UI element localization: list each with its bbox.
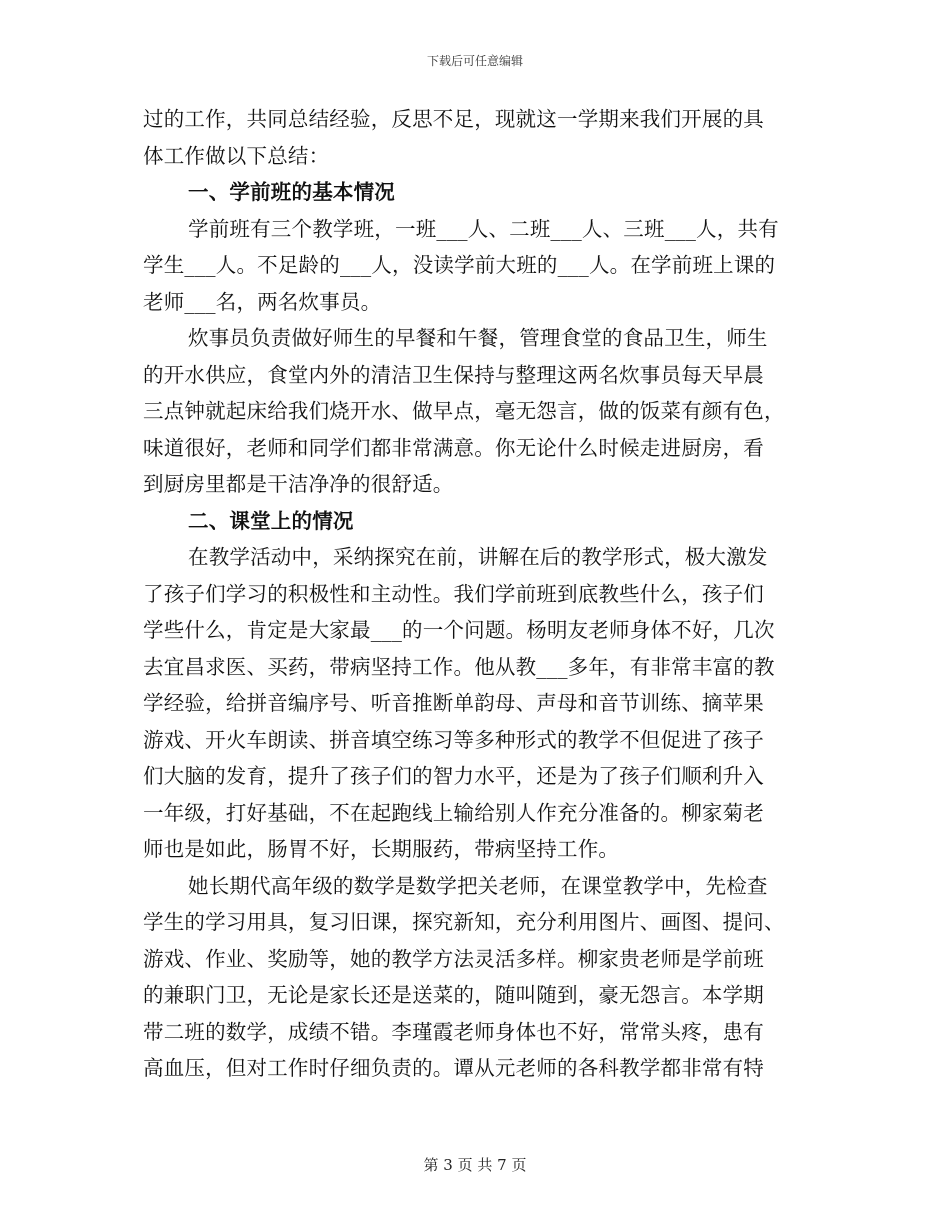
text-line: 炊事员负责做好师生的早餐和午餐，管理食堂的食品卫生，师生 <box>188 326 768 350</box>
text-line: 老师___名，两名炊事员。 <box>143 289 382 314</box>
text-line: 学生___人。不足龄的___人，没读学前大班的___人。在学前班上课的 <box>143 253 776 277</box>
text-line: 带二班的数学，成绩不错。李瑾霞老师身体也不好，常常头疼，患有 <box>143 1019 764 1044</box>
page-header: 下载后可任意编辑 <box>426 54 523 68</box>
text-line: 到厨房里都是干洁净净的很舒适。 <box>143 472 454 496</box>
text-line: 了孩子们学习的积极性和主动性。我们学前班到底教些什么，孩子们 <box>143 581 764 606</box>
text-line: 学前班有三个教学班，一班___人、二班___人、三班___人，共有 <box>188 216 779 241</box>
text-line: 体工作做以下总结： <box>143 143 330 168</box>
section-heading: 一、学前班的基本情况 <box>188 180 395 204</box>
text-line: 过的工作，共同总结经验，反思不足，现就这一学期来我们开展的具 <box>143 107 764 131</box>
text-line: 学生的学习用具，复习旧课，探究新知，充分利用图片、画图、提问、 <box>143 910 785 934</box>
text-line: 学些什么，肯定是大家最___的一个问题。杨明友老师身体不好，几次 <box>143 618 775 642</box>
text-line: 三点钟就起床给我们烧开水、做早点，毫无怨言，做的饭菜有颜有色， <box>143 399 785 423</box>
text-line: 去宜昌求医、买药，带病坚持工作。他从教___多年，有非常丰富的教 <box>143 654 775 679</box>
text-line: 们大脑的发育，提升了孩子们的智力水平，还是为了孩子们顺利升入 <box>143 764 764 788</box>
text-line: 味道很好，老师和同学们都非常满意。你无论什么时候走进厨房，看 <box>143 435 764 460</box>
document-body <box>143 101 803 1087</box>
text-line: 的开水供应，食堂内外的清洁卫生保持与整理这两名炊事员每天早晨 <box>143 362 764 387</box>
text-line: 师也是如此，肠胃不好，长期服药，带病坚持工作。 <box>143 837 620 861</box>
text-line: 学经验，给拼音编序号、听音推断单韵母、声母和音节训练、摘苹果 <box>143 691 764 715</box>
text-line: 高血压，但对工作时仔细负责的。谭从元老师的各科教学都非常有特 <box>143 1056 764 1080</box>
page-footer: 第 3 页 共 7 页 <box>423 1156 527 1174</box>
text-line: 游戏、开火车朗读、拼音填空练习等多种形式的教学不但促进了孩子 <box>143 727 764 752</box>
text-line: 的兼职门卫，无论是家长还是送菜的，随叫随到，豪无怨言。本学期 <box>143 983 764 1007</box>
section-heading: 二、课堂上的情况 <box>188 508 354 533</box>
text-line: 游戏、作业、奖励等，她的教学方法灵活多样。柳家贵老师是学前班 <box>143 946 764 971</box>
text-line: 她长期代高年级的数学是数学把关老师，在课堂教学中，先检查 <box>188 873 768 898</box>
text-line: 在教学活动中，采纳探究在前，讲解在后的教学形式，极大激发 <box>188 545 768 569</box>
text-line: 一年级，打好基础，不在起跑线上输给别人作充分准备的。柳家菊老 <box>143 800 764 825</box>
